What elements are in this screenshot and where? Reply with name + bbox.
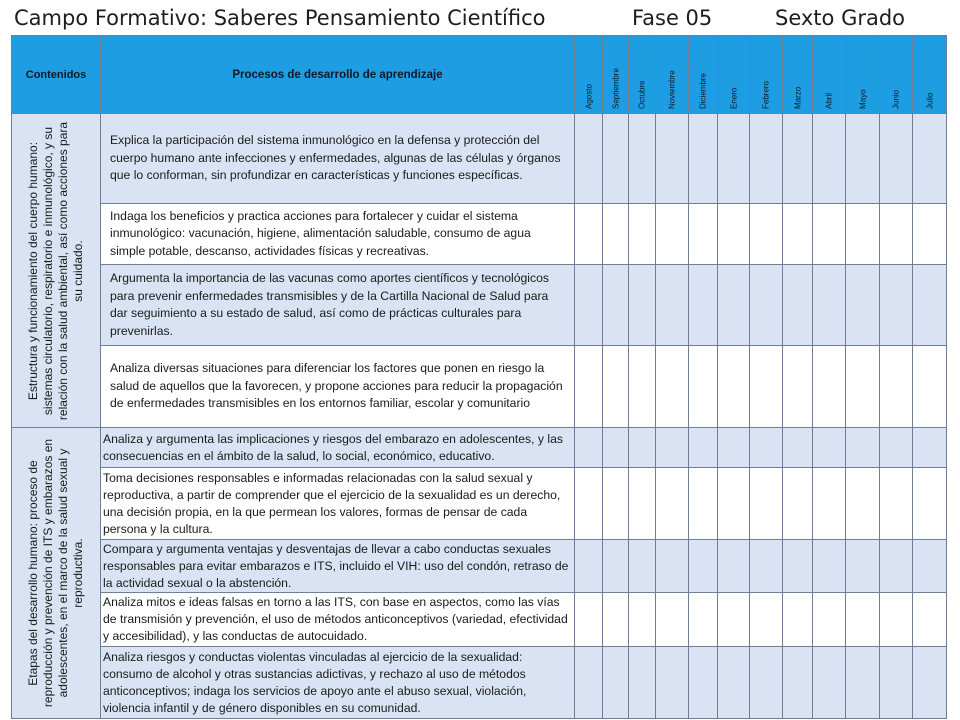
month-cell[interactable]: [750, 593, 783, 647]
month-label: Marzo: [793, 86, 802, 109]
month-cell[interactable]: [718, 647, 750, 719]
month-cell[interactable]: [750, 265, 783, 346]
proceso-text: Analiza diversas situaciones para diferenciar los factores que ponen en riesgo la salud de aquellos que la favorecen, y propone acciones para reducir la propagación de enfermedades transmisibles en los entornos familiar, escolar y comunitario: [110, 361, 563, 411]
table-row: [12, 428, 947, 468]
month-cell[interactable]: [689, 428, 718, 468]
month-cell[interactable]: [913, 647, 947, 719]
month-cell[interactable]: [575, 346, 603, 428]
month-cell[interactable]: [689, 114, 718, 204]
month-cell[interactable]: [880, 593, 913, 647]
month-cell[interactable]: [813, 204, 846, 265]
proceso-cell: [101, 593, 575, 647]
month-cell[interactable]: [656, 114, 689, 204]
contenido-cell-2: [12, 428, 101, 719]
month-cell[interactable]: [813, 265, 846, 346]
month-cell[interactable]: [689, 540, 718, 593]
month-cell[interactable]: [750, 468, 783, 540]
month-cell[interactable]: [656, 204, 689, 265]
page-title: Campo Formativo: Saberes Pensamiento Científico: [14, 6, 546, 30]
month-cell[interactable]: [629, 114, 656, 204]
table-row: [12, 540, 947, 593]
table-row: [12, 647, 947, 719]
title-bar: [0, 0, 960, 36]
month-cell[interactable]: [783, 540, 813, 593]
month-cell[interactable]: [880, 114, 913, 204]
month-cell[interactable]: [718, 468, 750, 540]
month-cell[interactable]: [629, 647, 656, 719]
month-cell[interactable]: [783, 428, 813, 468]
month-header-diciembre: [689, 36, 718, 114]
table-row: [12, 265, 947, 346]
month-cell[interactable]: [629, 468, 656, 540]
month-cell[interactable]: [783, 114, 813, 204]
month-cell[interactable]: [689, 204, 718, 265]
month-cell[interactable]: [750, 204, 783, 265]
month-cell[interactable]: [575, 647, 603, 719]
proceso-cell: [101, 265, 575, 346]
month-cell[interactable]: [846, 593, 880, 647]
proceso-text: Analiza riesgos y conductas violentas vinculadas al ejercicio de la sexualidad: consumo de alcohol y otras sustancias adictivas, y rechazo al uso de métodos anticonceptivos; indaga los servicios de apoyo ante el abuso sexual, violación, violencia infantil y de género disponibles en su comunidad.: [103, 649, 527, 715]
month-cell[interactable]: [913, 346, 947, 428]
phase-label: Fase 05: [632, 6, 713, 30]
proceso-text: Toma decisiones responsables e informadas relacionadas con la salud sexual y reproductiva, a partir de comprender que el ejercicio de la sexualidad es un derecho, una decisión propia, en la que permean los valores, formas de pensar de cada persona y la cultura.: [103, 470, 561, 536]
proceso-text: Analiza mitos e ideas falsas en torno a las ITS, con base en aspectos, como las vías de transmisión y prevención, el uso de métodos anticonceptivos (variedad, efectividad y accesibilidad), y las conductas de autocuidado.: [103, 595, 568, 643]
month-cell[interactable]: [813, 428, 846, 468]
month-cell[interactable]: [603, 265, 629, 346]
month-cell[interactable]: [913, 428, 947, 468]
table-row: [12, 114, 947, 204]
month-cell[interactable]: [689, 468, 718, 540]
month-cell[interactable]: [603, 468, 629, 540]
month-cell[interactable]: [783, 647, 813, 719]
proceso-text: Analiza y argumenta las implicaciones y riesgos del embarazo en adolescentes, y las consecuencias en el ámbito de la salud, lo social, económico, educativo.: [103, 431, 563, 463]
proceso-text: Explica la participación del sistema inmunológico en la defensa y protección del cuerpo humano ante infecciones y enfermedades, algunas de las células y órganos que lo conforman, sin profundizar en características y funciones específicas.: [110, 133, 561, 183]
month-cell[interactable]: [813, 114, 846, 204]
month-label: Julio: [925, 92, 934, 109]
month-cell[interactable]: [783, 593, 813, 647]
table-row: [12, 593, 947, 647]
proceso-cell: [101, 647, 575, 719]
planning-table: [11, 35, 947, 719]
month-label: Octubre: [637, 80, 647, 109]
month-cell[interactable]: [575, 114, 603, 204]
month-cell[interactable]: [603, 540, 629, 593]
month-cell[interactable]: [603, 346, 629, 428]
month-cell[interactable]: [575, 540, 603, 593]
contenido-cell-1: [12, 114, 101, 428]
month-label: Junio: [891, 89, 901, 109]
month-cell[interactable]: [750, 114, 783, 204]
month-cell[interactable]: [629, 346, 656, 428]
contenido-text: Etapas del desarrollo humano: proceso de reproducción y prevención de ITS y embarazos en adolescentes, en el marco de la salud sexual y reproductiva.: [26, 438, 85, 708]
month-cell[interactable]: [575, 428, 603, 468]
month-header-enero: [718, 36, 750, 114]
column-header-procesos: Procesos de desarrollo de aprendizaje: [101, 36, 575, 114]
month-header-marzo: [783, 36, 813, 114]
month-cell[interactable]: [718, 346, 750, 428]
month-cell[interactable]: [913, 468, 947, 540]
month-cell[interactable]: [689, 265, 718, 346]
month-cell[interactable]: [689, 647, 718, 719]
month-cell[interactable]: [750, 346, 783, 428]
month-cell[interactable]: [750, 540, 783, 593]
month-cell[interactable]: [913, 114, 947, 204]
month-cell[interactable]: [629, 265, 656, 346]
month-cell[interactable]: [783, 204, 813, 265]
month-cell[interactable]: [750, 647, 783, 719]
month-label: Mayo: [858, 89, 867, 109]
proceso-cell: [101, 346, 575, 428]
proceso-text: Compara y argumenta ventajas y desventajas de llevar a cabo conductas sexuales responsables para evitar embarazos e ITS, incluido el VIH: uso del condón, retraso de la actividad sexual o la abstención.: [103, 541, 569, 590]
month-cell[interactable]: [913, 265, 947, 346]
table-row: [12, 346, 947, 428]
month-cell[interactable]: [813, 346, 846, 428]
month-header-mayo: [846, 36, 880, 114]
month-header-febrero: [750, 36, 783, 114]
month-cell[interactable]: [718, 428, 750, 468]
month-label: Noviembre: [667, 70, 677, 109]
month-cell[interactable]: [880, 468, 913, 540]
month-header-agosto: [575, 36, 603, 114]
proceso-cell: [101, 204, 575, 265]
month-cell[interactable]: [656, 540, 689, 593]
month-cell[interactable]: [913, 540, 947, 593]
month-cell[interactable]: [846, 540, 880, 593]
month-cell[interactable]: [656, 647, 689, 719]
month-cell[interactable]: [813, 468, 846, 540]
month-cell[interactable]: [718, 540, 750, 593]
month-label: Abril: [824, 92, 834, 109]
proceso-cell: [101, 468, 575, 540]
month-cell[interactable]: [629, 204, 656, 265]
header-row: [12, 36, 947, 114]
month-cell[interactable]: [575, 204, 603, 265]
month-label: Enero: [729, 87, 738, 109]
month-cell[interactable]: [718, 593, 750, 647]
month-label: Septiembre: [611, 68, 620, 109]
month-header-octubre: [629, 36, 656, 114]
month-cell[interactable]: [846, 468, 880, 540]
month-header-noviembre: [656, 36, 689, 114]
proceso-text: Indaga los beneficios y practica acciones para fortalecer y cuidar el sistema inmunológico: vacunación, higiene, alimentación saludable, consumo de agua simple potable, descanso, actividades físicas y recreativas.: [110, 208, 531, 258]
month-cell[interactable]: [656, 593, 689, 647]
month-label: Diciembre: [698, 72, 708, 109]
month-cell[interactable]: [880, 428, 913, 468]
month-cell[interactable]: [718, 204, 750, 265]
month-cell[interactable]: [629, 593, 656, 647]
month-cell[interactable]: [718, 114, 750, 204]
month-cell[interactable]: [603, 647, 629, 719]
month-cell[interactable]: [575, 265, 603, 346]
month-cell[interactable]: [880, 647, 913, 719]
month-cell[interactable]: [846, 647, 880, 719]
month-header-abril: [813, 36, 846, 114]
month-header-septiembre: [603, 36, 629, 114]
month-cell[interactable]: [603, 428, 629, 468]
month-header-julio: [913, 36, 947, 114]
month-cell[interactable]: [846, 114, 880, 204]
month-cell[interactable]: [913, 204, 947, 265]
month-cell[interactable]: [813, 593, 846, 647]
proceso-cell: [101, 114, 575, 204]
proceso-text: Argumenta la importancia de las vacunas como aportes científicos y tecnológicos para prevenir enfermedades transmisibles y de la Cartilla Nacional de Salud para dar seguimiento a su estado de salud, así como de prácticas culturales para prevenirlas.: [110, 271, 549, 338]
month-cell[interactable]: [783, 468, 813, 540]
proceso-cell: [101, 540, 575, 593]
table-row: [12, 204, 947, 265]
month-cell[interactable]: [603, 204, 629, 265]
month-label: Febrero: [761, 80, 771, 109]
month-cell[interactable]: [656, 468, 689, 540]
month-cell[interactable]: [603, 593, 629, 647]
month-cell[interactable]: [603, 114, 629, 204]
month-cell[interactable]: [813, 647, 846, 719]
month-cell[interactable]: [783, 265, 813, 346]
month-cell[interactable]: [813, 540, 846, 593]
month-cell[interactable]: [718, 265, 750, 346]
month-cell[interactable]: [750, 428, 783, 468]
proceso-cell: [101, 428, 575, 468]
month-label: Agosto: [584, 84, 593, 109]
column-header-contenidos: Contenidos: [12, 36, 101, 114]
month-cell[interactable]: [656, 346, 689, 428]
month-cell[interactable]: [656, 428, 689, 468]
month-cell[interactable]: [629, 540, 656, 593]
month-cell[interactable]: [575, 593, 603, 647]
month-cell[interactable]: [689, 346, 718, 428]
month-cell[interactable]: [846, 346, 880, 428]
month-cell[interactable]: [575, 468, 603, 540]
month-cell[interactable]: [846, 204, 880, 265]
table-row: [12, 468, 947, 540]
month-cell[interactable]: [913, 593, 947, 647]
month-cell[interactable]: [846, 428, 880, 468]
month-cell[interactable]: [656, 265, 689, 346]
contenido-text: Estructura y funcionamiento del cuerpo humano: sistemas circulatorio, respiratorio e inmunológico, y su relación con la salud ambiental, así como acciones para su cuidado.: [26, 121, 85, 420]
month-cell[interactable]: [880, 540, 913, 593]
month-cell[interactable]: [880, 265, 913, 346]
month-cell[interactable]: [783, 346, 813, 428]
month-cell[interactable]: [880, 346, 913, 428]
month-cell[interactable]: [880, 204, 913, 265]
month-cell[interactable]: [689, 593, 718, 647]
month-header-junio: [880, 36, 913, 114]
month-cell[interactable]: [846, 265, 880, 346]
grade-label: Sexto Grado: [775, 6, 906, 30]
month-cell[interactable]: [629, 428, 656, 468]
